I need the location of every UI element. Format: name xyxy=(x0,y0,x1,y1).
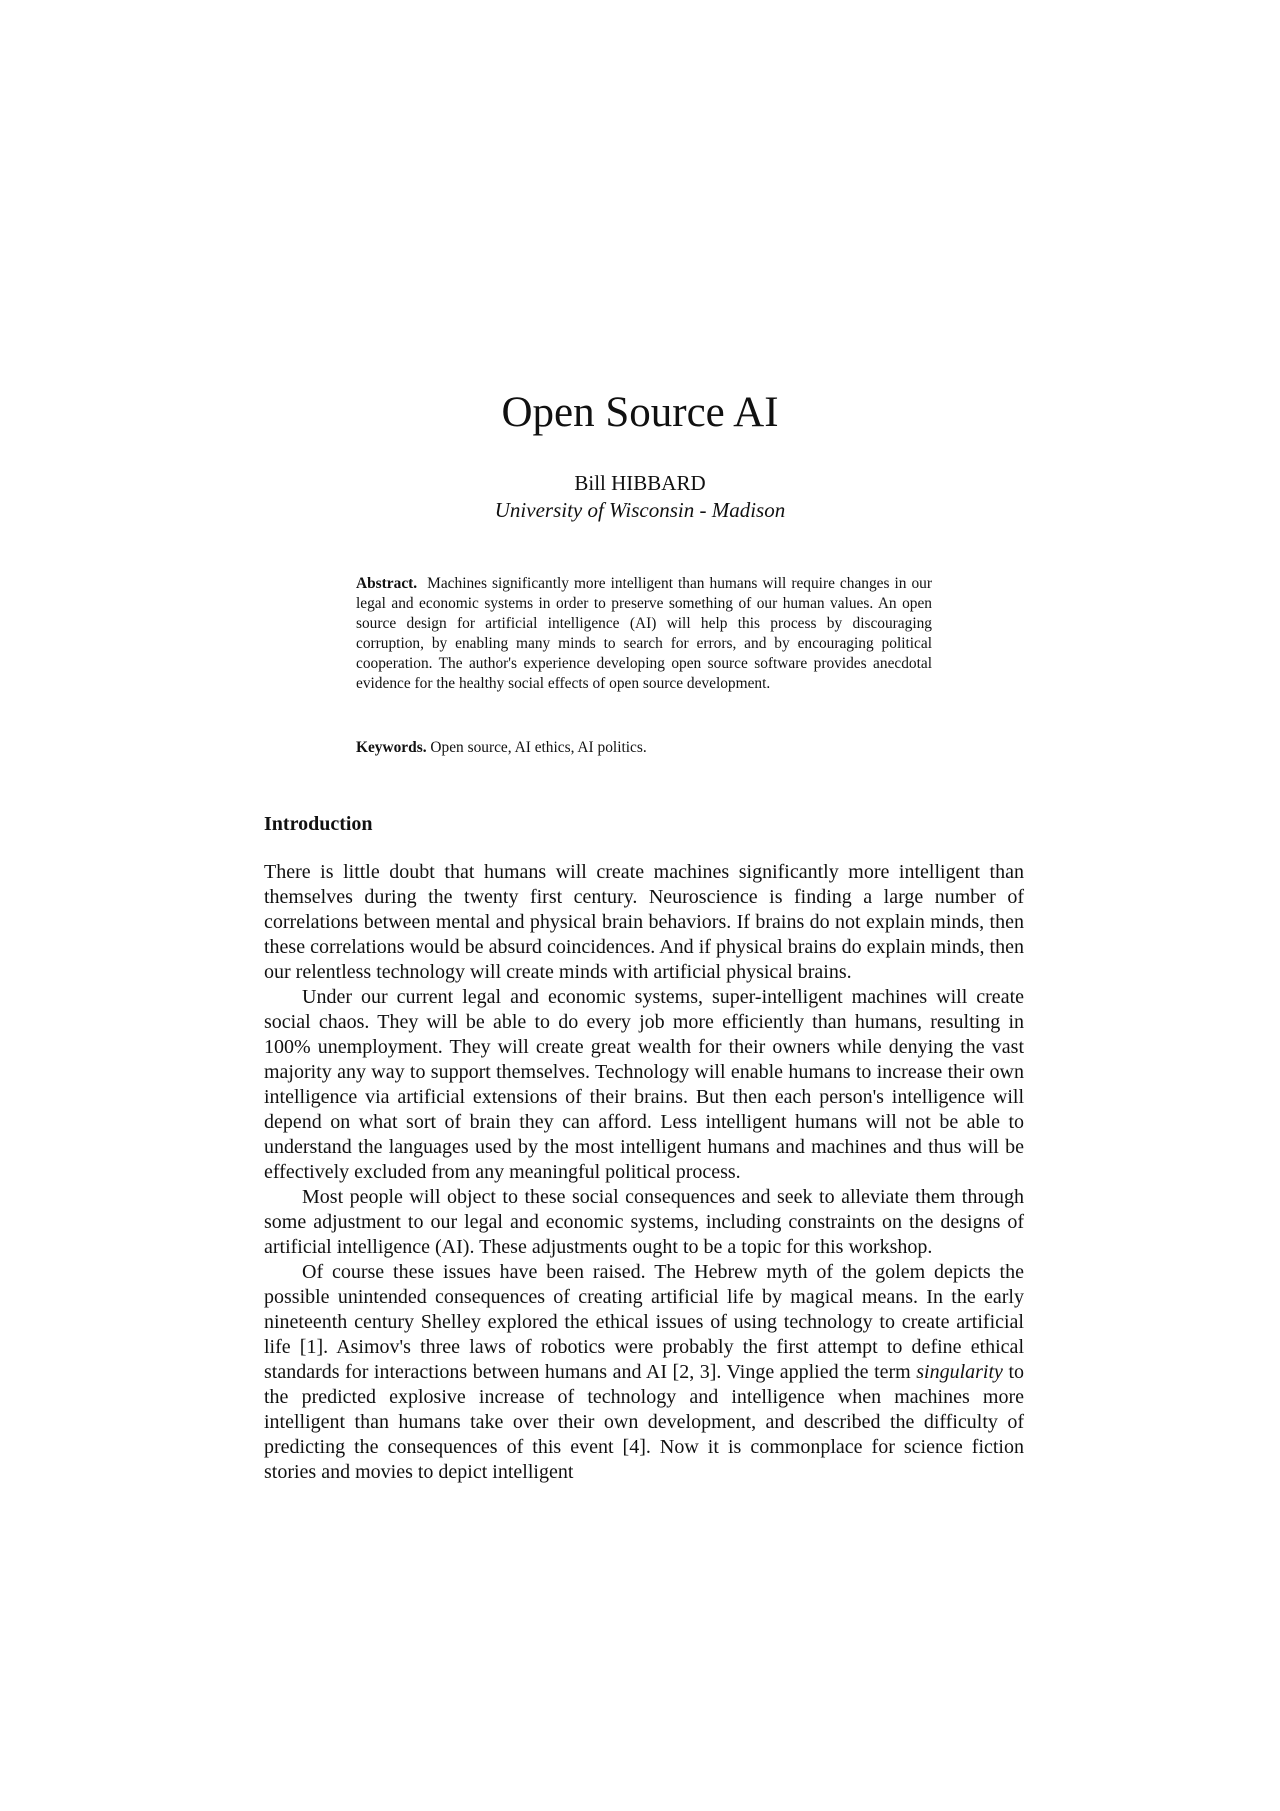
section-heading-introduction: Introduction xyxy=(264,813,373,835)
keywords xyxy=(356,738,932,758)
paragraph-1: There is little doubt that humans will create machines significantly more intelligent than themselves during the twenty first century. Neuroscience is finding a large number of correlations between mental and physical brain behaviors. If brains do not explain minds, then these correlations would be absurd coincidences. And if physical brains do explain minds, then our relentless technology will create minds with artificial physical brains. xyxy=(264,861,1024,983)
paragraph-4 xyxy=(264,1260,1024,1485)
keywords-label: Keywords. xyxy=(356,739,427,756)
paragraph-3: Most people will object to these social consequences and seek to alleviate them through some adjustment to our legal and economic systems, including constraints on the designs of artificial intelligence (AI). These adjustments ought to be a topic for this workshop. xyxy=(264,1186,1024,1258)
paper-title: Open Source AI xyxy=(501,389,779,436)
introduction-body xyxy=(264,860,1024,1485)
abstract xyxy=(356,574,932,694)
author-name: Bill HIBBARD xyxy=(574,471,706,495)
abstract-label: Abstract. xyxy=(356,575,418,592)
abstract-text: Machines significantly more intelligent than humans will require changes in our legal and economic systems in order to preserve something of our human values. An open source design for artificial intelligence (AI) will help this process by discouraging corruption, by enabling many minds to search for errors, and by encouraging political cooperation. The author's experience developing open source software provides anecdotal evidence for the healthy social effects of open source development. xyxy=(356,575,933,692)
paragraph-2: Under our current legal and economic systems, super-intelligent machines will create social chaos. They will be able to do every job more efficiently than humans, resulting in 100% unemployment. They will create great wealth for their owners while denying the vast majority any way to support themselves. Technology will enable humans to increase their own intelligence via artificial extensions of their brains. But then each person's intelligence will depend on what sort of brain they can afford. Less intelligent humans will not be able to understand the languages used by the most intelligent humans and machines and thus will be effectively excluded from any meaningful political process. xyxy=(264,986,1024,1183)
term-singularity: singularity xyxy=(916,1361,1003,1383)
paragraph-4-part-1: Of course these issues have been raised. The Hebrew myth of the golem depicts the possible unintended consequences of creating artificial life by magical means. In the early nineteenth century Shelley explored the ethical issues of using technology to create artificial life [1]. Asimov's three laws of robotics were probably the first attempt to define ethical standards for interactions between humans and AI [2, 3]. Vinge applied the term xyxy=(264,1261,1024,1383)
keywords-text: Open source, AI ethics, AI politics. xyxy=(430,739,647,756)
author-affiliation: University of Wisconsin - Madison xyxy=(494,498,786,522)
paragraph-4-part-2: to the predicted explosive increase of technology and intelligence when machines more intelligent than humans take over their own development, and described the difficulty of predicting the consequences of this event [4]. Now it is commonplace for science fiction stories and movies to depict intelligent xyxy=(264,1361,1024,1483)
